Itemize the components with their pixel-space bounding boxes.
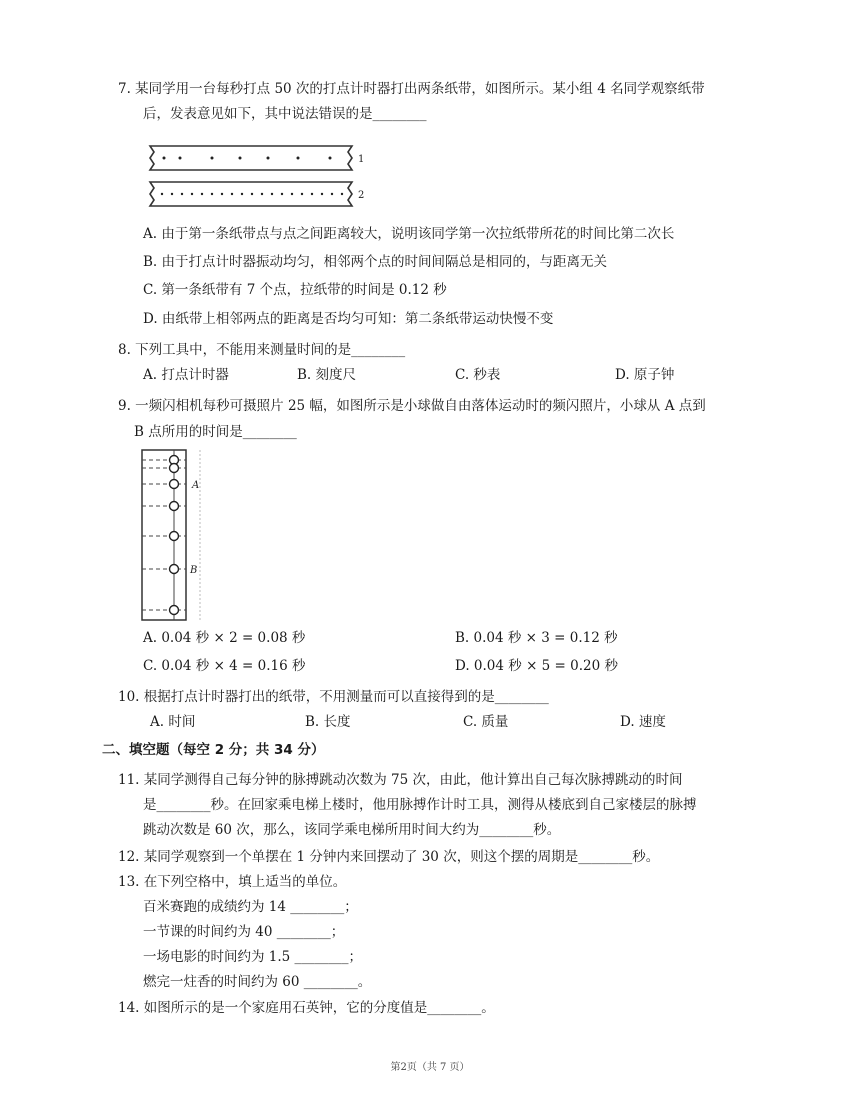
- q8-option-c: C. 秒表: [455, 367, 501, 383]
- q10-option-c: C. 质量: [463, 714, 509, 730]
- q13-item-4: 燃完一炷香的时间约为 60 ________。: [143, 974, 372, 990]
- q9-option-a: A. 0.04 秒 × 2 = 0.08 秒: [143, 630, 306, 646]
- q8-option-d: D. 原子钟: [615, 367, 675, 383]
- point-a-label: A: [192, 480, 200, 491]
- q9-stem-line-2: B 点所用的时间是________: [134, 424, 297, 440]
- q7-paper-tape-figure: [140, 140, 370, 212]
- q13-stem: 13. 在下列空格中，填上适当的单位。: [118, 874, 347, 890]
- tape-1-dots: [163, 157, 332, 160]
- q8-stem: 8. 下列工具中，不能用来测量时间的是________: [118, 342, 406, 358]
- q10-option-a: A. 时间: [150, 714, 196, 730]
- tape-1-label: 1: [358, 154, 365, 165]
- q9-flash-photo-figure: [138, 446, 213, 624]
- tape-2-dots: [161, 193, 343, 195]
- q7-stem-line-1: 7. 某同学用一台每秒打点 50 次的打点计时器打出两条纸带，如图所示。某小组 4 名同学观察纸带: [118, 81, 705, 97]
- q8-option-b: B. 刻度尺: [297, 367, 357, 383]
- q13-item-1: 百米赛跑的成绩约为 14 ________；: [143, 899, 358, 915]
- q7-option-d: D. 由纸带上相邻两点的距离是否均匀可知：第二条纸带运动快慢不变: [143, 311, 554, 327]
- q11-line-3: 跳动次数是 60 次，那么，该同学乘电梯所用时间大约为________秒。: [143, 822, 561, 838]
- q13-item-2: 一节课的时间约为 40 ________；: [143, 924, 345, 940]
- q10-option-d: D. 速度: [620, 714, 666, 730]
- q10-option-b: B. 长度: [305, 714, 351, 730]
- q12-stem: 12. 某同学观察到一个单摆在 1 分钟内来回摆动了 30 次，则这个摆的周期是________秒。: [118, 849, 660, 865]
- q14-stem: 14. 如图所示的是一个家庭用石英钟，它的分度值是________。: [118, 1000, 495, 1016]
- point-b-label: B: [190, 565, 198, 576]
- q11-line-1: 11. 某同学测得自己每分钟的脉搏跳动次数为 75 次，由此，他计算出自己每次脉搏跳动的时间: [118, 772, 683, 788]
- page-footer: 第2页（共 7 页）: [390, 1062, 470, 1073]
- q10-stem: 10. 根据打点计时器打出的纸带，不用测量而可以直接得到的是________: [118, 689, 549, 705]
- q9-option-c: C. 0.04 秒 × 4 = 0.16 秒: [143, 658, 306, 674]
- q9-stem-line-1: 9. 一频闪相机每秒可摄照片 25 幅，如图所示是小球做自由落体运动时的频闪照片，小球从 A 点到: [118, 398, 706, 414]
- q13-item-3: 一场电影的时间约为 1.5 ________；: [143, 949, 363, 965]
- section-2-title: 二、填空题（每空 2 分；共 34 分）: [102, 742, 325, 758]
- q7-option-c: C. 第一条纸带有 7 个点，拉纸带的时间是 0.12 秒: [143, 282, 447, 298]
- q9-option-b: B. 0.04 秒 × 3 = 0.12 秒: [455, 630, 618, 646]
- q7-option-a: A. 由于第一条纸带点与点之间距离较大，说明该同学第一次拉纸带所花的时间比第二次长: [143, 226, 675, 242]
- q11-line-2: 是________秒。在回家乘电梯上楼时，他用脉搏作计时工具，测得从楼底到自己家楼层的脉搏: [143, 797, 697, 813]
- q7-stem-line-2: 后，发表意见如下，其中说法错误的是________: [143, 106, 427, 122]
- tape-2-label: 2: [358, 190, 365, 201]
- q9-option-d: D. 0.04 秒 × 5 = 0.20 秒: [455, 658, 619, 674]
- q7-option-b: B. 由于打点计时器振动均匀，相邻两个点的时间间隔总是相同的，与距离无关: [143, 254, 608, 270]
- q8-option-a: A. 打点计时器: [143, 367, 229, 383]
